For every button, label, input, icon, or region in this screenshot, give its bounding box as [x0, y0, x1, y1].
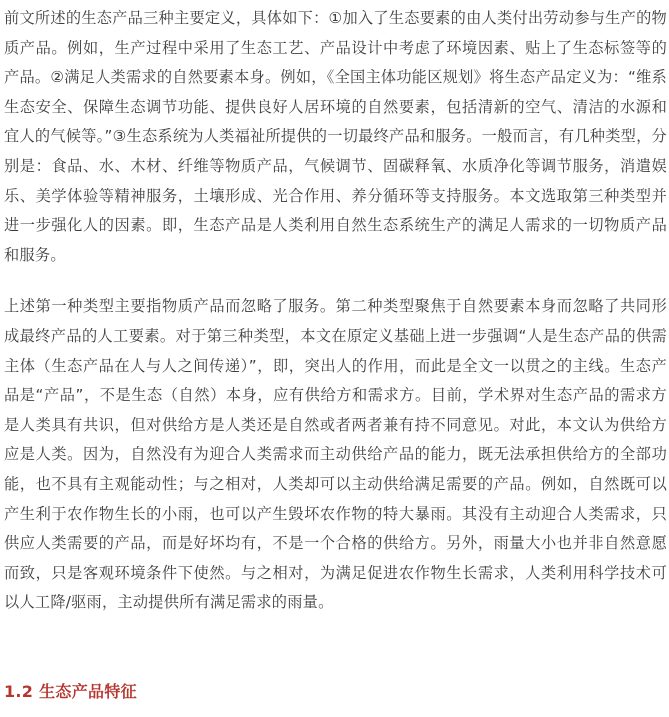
- paragraph-analysis: 上述第一种类型主要指物质产品而忽略了服务。第二种类型聚焦于自然要素本身而忽略了共同形成最终产品的人工要素。对于第三种类型，本文在原定义基础上进一步强调“人是生态产品的供需主体（生态产品在人与人之间传递）”，即，突出人的作用，而此是全文一以贯之的主线。生态产品是“产品”，不是生态（自然）本身，应有供给方和需求方。目前，学术界对生态产品的需求方是人类具有共识，但对供给方是人类还是自然或者两者兼有持不同意见。对此，本文认为供给方应是人类。因为，自然没有为迎合人类需求而主动供给产品的能力，既无法承担供给方的全部功能，也不具有主观能动性；与之相对，人类却可以主动供给满足需要的产品。例如，自然既可以产生利于农作物生长的小雨，也可以产生毁坏农作物的特大暴雨。其没有主动迎合人类需求，只供应人类需要的产品，而是好坏均有，不是一个合格的供给方。另外，雨量大小也并非自然意愿而致，只是客观环境条件下使然。与之相对，为满足促进农作物生长需求，人类利用科学技术可以人工降/驱雨，主动提供所有满足需求的雨量。: [4, 297, 667, 612]
- article-body: [4, 0, 667, 618]
- paragraph-definitions: 前文所述的生态产品三种主要定义，具体如下：①加入了生态要素的由人类付出劳动参与生产的物质产品。例如，生产过程中采用了生态工艺、产品设计中考虑了环境因素、贴上了生态标签等的产品。②满足人类需求的自然要素本身。例如，《全国主体功能区规划》将生态产品定义为：“维系生态安全、保障生态调节功能、提供良好人居环境的自然要素，包括清新的空气、清洁的水源和宜人的气候等。”③生态系统为人类福祉所提供的一切最终产品和服务。一般而言，有几种类型，分别是：食品、水、木材、纤维等物质产品，气候调节、固碳释氧、水质净化等调节服务，消遣娱乐、美学体验等精神服务，土壤形成、光合作用、养分循环等支持服务。本文选取第三种类型并进一步强化人的因素。即，生态产品是人类利用自然生态系统生产的满足人需求的一切物质产品和服务。: [4, 9, 667, 264]
- section-heading: 1.2 生态产品特征: [4, 682, 137, 701]
